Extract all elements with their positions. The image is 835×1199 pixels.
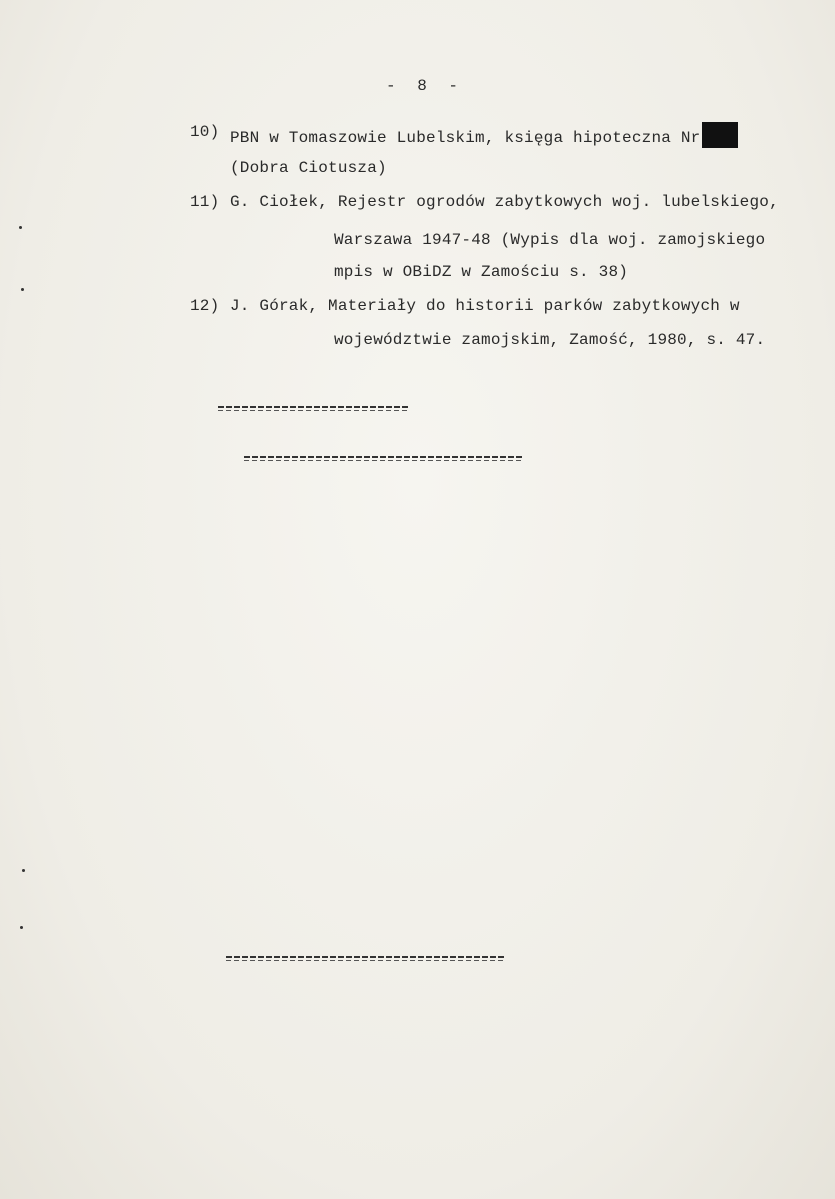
scan-speck: [20, 926, 23, 929]
redaction-box: [702, 122, 738, 148]
footnote-10-number: 10): [190, 123, 220, 141]
footnote-10-text: PBN w Tomaszowie Lubelskim, księga hipoteczna Nr: [230, 129, 701, 147]
footnote-10-line-2: (Dobra Ciotusza): [230, 159, 387, 177]
scan-speck: [19, 226, 22, 229]
footnote-11-line-3: mpis w OBiDZ w Zamościu s. 38): [334, 263, 629, 281]
footnote-12-line-2: województwie zamojskim, Zamość, 1980, s. 47.: [334, 331, 766, 349]
footnote-11-line-2: Warszawa 1947-48 (Wypis dla woj. zamojskiego: [334, 231, 766, 249]
agad-underline-2: [244, 460, 524, 461]
footnote-11-number: 11): [190, 193, 220, 211]
footnote-10-line-1: [230, 122, 738, 148]
section-2-underline-2: [218, 410, 408, 411]
agad-underline: [244, 456, 524, 458]
scan-speck: [22, 869, 25, 872]
section-3-underline-2: [226, 960, 504, 961]
page-number: - 8 -: [386, 77, 465, 95]
footnote-12-number: 12): [190, 297, 220, 315]
section-3-underline: [226, 956, 504, 958]
footnote-12-line-1: J. Górak, Materiały do historii parków zabytkowych w: [230, 297, 740, 315]
scan-speck: [21, 288, 24, 291]
section-2-underline: [218, 406, 408, 408]
footnote-11-line-1: G. Ciołek, Rejestr ogrodów zabytkowych woj. lubelskiego,: [230, 193, 779, 211]
